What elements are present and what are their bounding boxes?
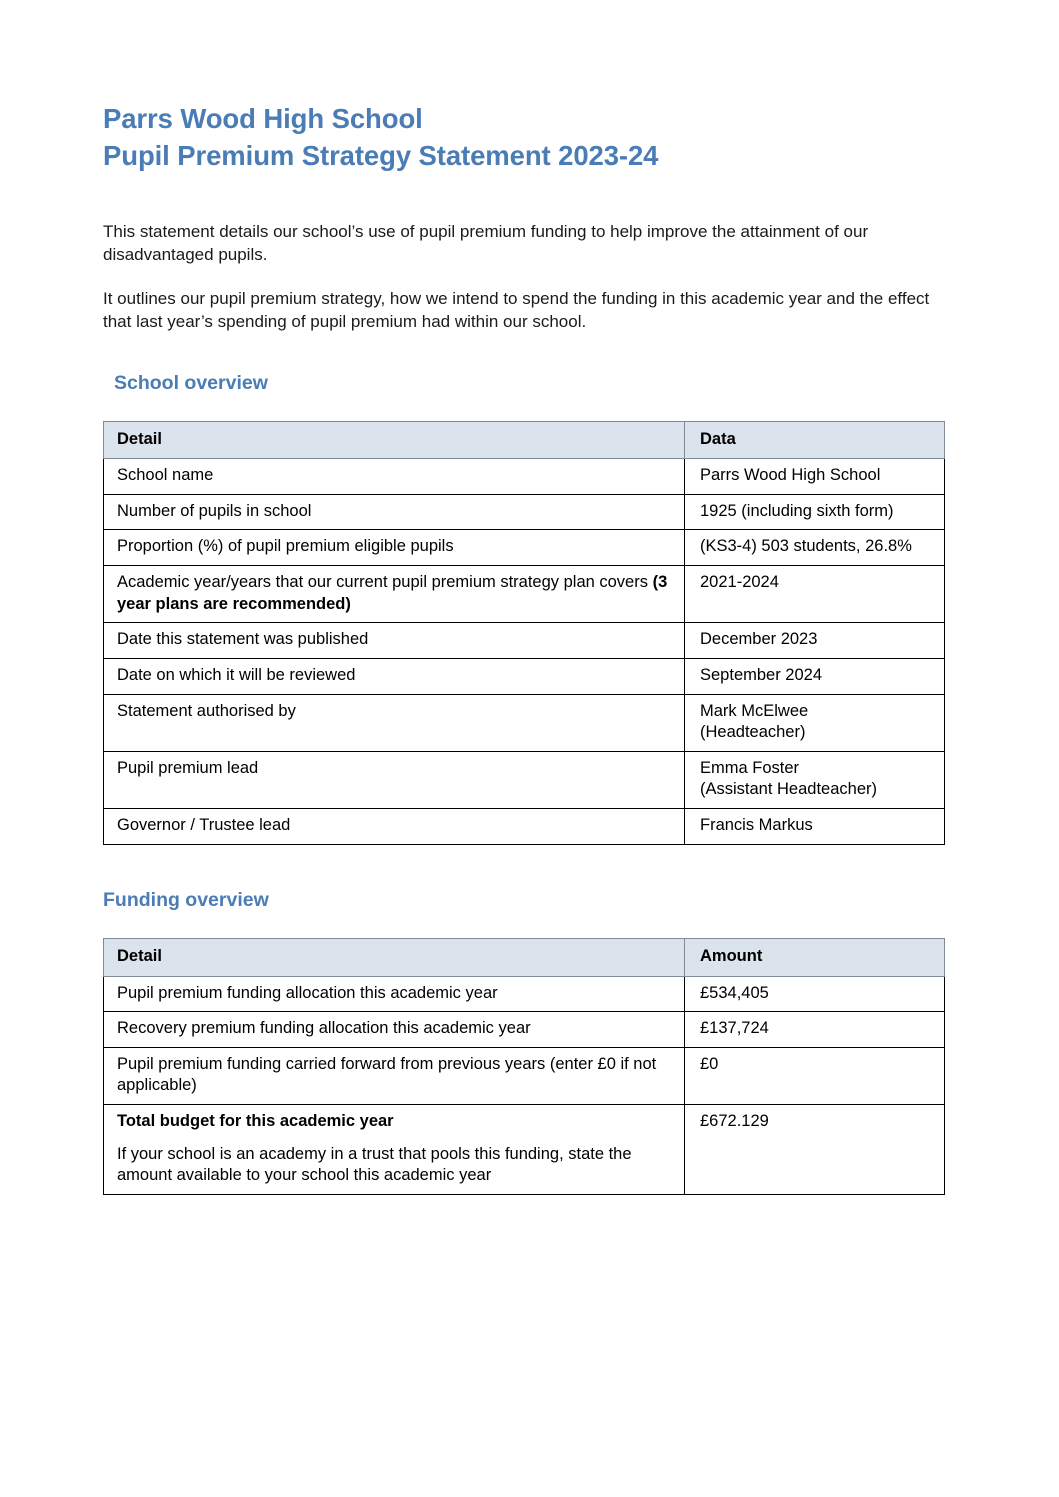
table-row (104, 1047, 945, 1104)
column-header-data: Data (685, 421, 945, 459)
table-header-row (104, 938, 945, 976)
column-header-detail: Detail (104, 938, 685, 976)
table-row (104, 1012, 945, 1048)
cell-amount: £534,405 (685, 976, 945, 1012)
cell-detail: Pupil premium funding allocation this academic year (104, 976, 685, 1012)
section-heading-school-overview: School overview (114, 372, 268, 395)
cell-detail: Statement authorised by (104, 694, 685, 751)
cell-data-line-2: (Assistant Headteacher) (700, 780, 877, 799)
table-row (104, 494, 945, 530)
intro-paragraph-1: This statement details our school’s use of pupil premium funding to help improve the attainment of our disadvantaged pupils. (103, 222, 869, 265)
section-heading-funding-overview: Funding overview (103, 888, 269, 911)
column-header-detail: Detail (104, 421, 685, 459)
cell-detail-subtext: If your school is an academy in a trust that pools this funding, state the amount available to your school this academic year (117, 1144, 632, 1185)
cell-detail: Pupil premium funding carried forward from previous years (enter £0 if not applicable) (104, 1047, 685, 1104)
page-title-line-2: Pupil Premium Strategy Statement 2023-24 (103, 139, 659, 171)
table-row (104, 694, 945, 751)
table-row (104, 751, 945, 808)
cell-data: 2021-2024 (685, 566, 945, 623)
cell-detail-text: Academic year/years that our current pupil premium strategy plan covers (117, 573, 653, 592)
column-header-amount: Amount (685, 938, 945, 976)
cell-detail: Date this statement was published (104, 623, 685, 659)
school-overview-table (103, 421, 945, 845)
table-row (104, 976, 945, 1012)
cell-detail (104, 566, 685, 623)
table-row (104, 1105, 945, 1195)
funding-overview-table (103, 938, 945, 1195)
cell-data: (KS3-4) 503 students, 26.8% (685, 530, 945, 566)
cell-detail: School name (104, 459, 685, 495)
cell-detail-title: Total budget for this academic year (117, 1112, 394, 1130)
cell-data: 1925 (including sixth form) (685, 494, 945, 530)
table-row (104, 808, 945, 844)
cell-amount: £137,724 (685, 1012, 945, 1048)
cell-detail: Recovery premium funding allocation this academic year (104, 1012, 685, 1048)
cell-data-line-1: Emma Foster (700, 758, 800, 777)
table-row (104, 658, 945, 694)
table-row (104, 459, 945, 495)
cell-data: Parrs Wood High School (685, 459, 945, 495)
cell-detail: Number of pupils in school (104, 494, 685, 530)
table-row (104, 566, 945, 623)
cell-data: September 2024 (685, 658, 945, 694)
cell-data (685, 694, 945, 751)
cell-detail: Date on which it will be reviewed (104, 658, 685, 694)
table-header-row (104, 421, 945, 459)
page-title-line-1: Parrs Wood High School (103, 103, 423, 134)
cell-amount: £0 (685, 1047, 945, 1104)
cell-detail: Governor / Trustee lead (104, 808, 685, 844)
table-row (104, 530, 945, 566)
intro-paragraph-2: It outlines our pupil premium strategy, how we intend to spend the funding in this academic year and the effect that last year’s spending of pupil premium had within our school. (103, 288, 930, 331)
cell-detail-emphasis: (3 year plans are recommended) (117, 573, 668, 613)
cell-data-line-1: Mark McElwee (700, 701, 809, 720)
cell-detail: Proportion (%) of pupil premium eligible pupils (104, 530, 685, 566)
cell-amount: £672.129 (685, 1105, 945, 1195)
cell-data (685, 751, 945, 808)
cell-data: December 2023 (685, 623, 945, 659)
cell-data-line-2: (Headteacher) (700, 723, 806, 742)
document-content (103, 0, 959, 1195)
cell-data: Francis Markus (685, 808, 945, 844)
page-title (103, 0, 959, 174)
table-row (104, 623, 945, 659)
cell-detail: Pupil premium lead (104, 751, 685, 808)
cell-detail (104, 1105, 685, 1195)
